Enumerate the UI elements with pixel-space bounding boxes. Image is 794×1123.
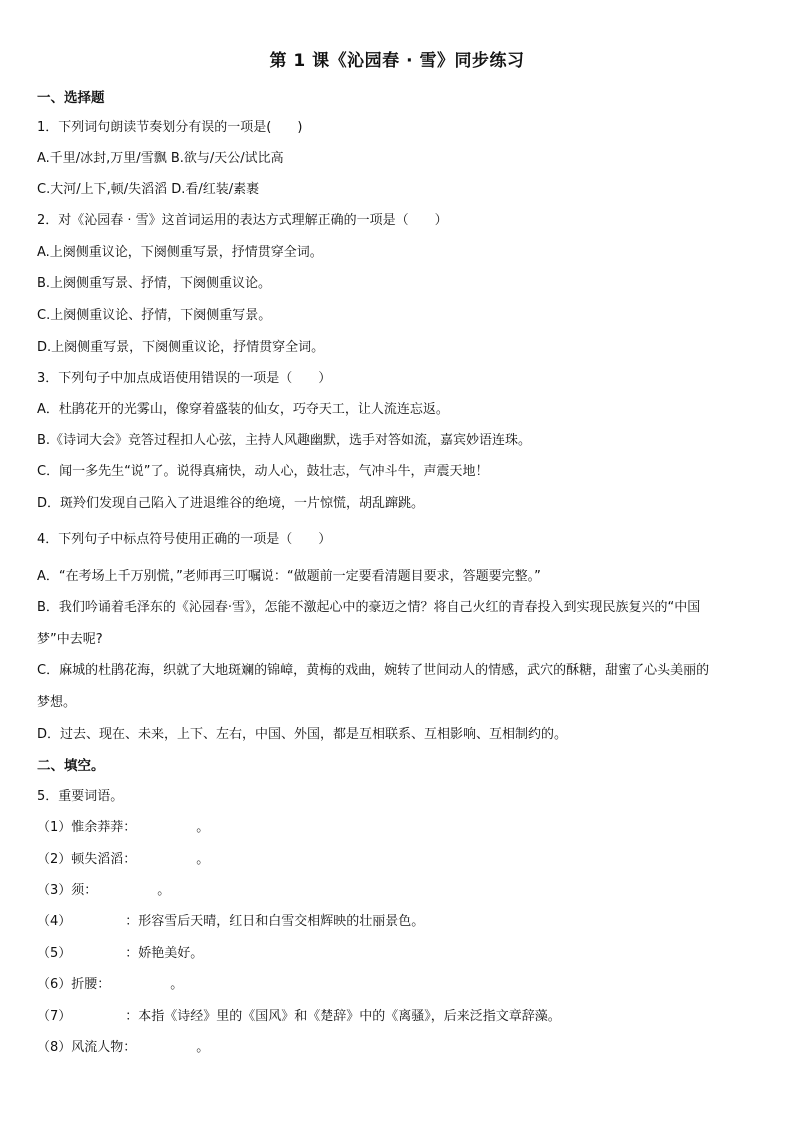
item-tail: 。 [170,977,184,992]
q4-option-d: D．过去、现在、未来，上下、左右，中国、外国，都是互相联系、互相影响、互相制约的。 [37,727,568,742]
q5-stem: 5．重要词语。 [37,789,124,804]
q5-item-4 [37,912,759,932]
q3-option-d: D．斑羚们发现自己陷入了进退维谷的绝境，一片惊慌，胡乱蹿跳。 [37,496,425,511]
q3-option-c: C．闻一多先生“说”了。说得真痛快，动人心，鼓壮志，气冲斗牛，声震天地！ [37,464,489,479]
q4-option-c-line2: 梦想。 [37,695,77,710]
q5-item-2 [37,850,759,870]
item-label: 风流人物： [71,1040,137,1055]
q1-options-cd: C.大河/上下,顿/失滔滔 D.看/红装/素裹 [37,182,260,197]
item-label: 折腰： [71,977,111,992]
q2-option-c: C.上阕侧重议论、抒情，下阕侧重写景。 [37,308,272,323]
q5-item-5 [37,944,759,964]
q4-option-b-line2: 梦”中去呢? [37,632,103,647]
q5-item-8 [37,1038,759,1058]
q2-stem: 2．对《沁园春 · 雪》这首词运用的表达方式理解正确的一项是（ ） [37,213,448,228]
q3-option-a: A．杜鹃花开的光雾山，像穿着盛装的仙女，巧夺天工，让人流连忘返。 [37,402,449,417]
item-number: （5） [37,946,72,961]
item-number: （3） [37,883,72,898]
q1-stem: 1．下列词句朗读节奏划分有误的一项是( ) [37,120,303,135]
item-tail: 。 [157,883,171,898]
q2-option-b: B.上阕侧重写景、抒情，下阕侧重议论。 [37,276,272,291]
q5-item-3 [37,881,759,901]
item-number: （1） [37,820,72,835]
item-number: （8） [37,1040,72,1055]
item-number: （2） [37,852,72,867]
item-tail: ：本指《诗经》里的《国风》和《楚辞》中的《离骚》，后来泛指文章辞藻。 [125,1009,561,1024]
q5-item-1 [37,818,759,838]
q4-option-a: A．“在考场上千万别慌，”老师再三叮嘱说：“做题前一定要看清题目要求，答题要完整。” [37,569,541,584]
section-heading-choice: 一、选择题 [37,90,105,106]
item-tail: ：娇艳美好。 [125,946,204,961]
item-tail: 。 [196,852,210,867]
q1-options-ab: A.千里/冰封,万里/雪飘 B.欲与/天公/试比高 [37,151,284,166]
q2-option-a: A.上阕侧重议论，下阕侧重写景，抒情贯穿全词。 [37,245,323,260]
q5-item-7 [37,1007,759,1027]
q4-option-b-line1: B．我们吟诵着毛泽东的《沁园春·雪》，怎能不激起心中的豪迈之情？将自己火红的青春投入到实现民族复兴的“中国 [37,600,701,615]
item-label: 须： [71,883,98,898]
q2-option-d: D.上阕侧重写景，下阕侧重议论，抒情贯穿全词。 [37,340,325,355]
section-heading-fill: 二、填空。 [37,758,105,774]
q5-item-6 [37,975,759,995]
q4-option-c-line1: C．麻城的杜鹃花海，织就了大地斑斓的锦嶂，黄梅的戏曲，婉转了世间动人的情感，武穴的酥糖，甜蜜了心头美丽的 [37,663,710,678]
item-number: （6） [37,977,72,992]
q3-stem: 3．下列句子中加点成语使用错误的一项是（ ） [37,371,332,386]
item-tail: 。 [196,1040,210,1055]
item-number: （4） [37,914,72,929]
item-tail: ：形容雪后天晴，红日和白雪交相辉映的壮丽景色。 [125,914,425,929]
q4-stem: 4．下列句子中标点符号使用正确的一项是（ ） [37,532,332,547]
item-tail: 。 [196,820,210,835]
page-title: 第 1 课《沁园春 · 雪》同步练习 [269,51,525,71]
q3-option-b: B.《诗词大会》竞答过程扣人心弦，主持人风趣幽默，选手对答如流，嘉宾妙语连珠。 [37,433,532,448]
item-label: 顿失滔滔： [71,852,137,867]
item-label: 惟余莽莽： [71,820,137,835]
item-number: （7） [37,1009,72,1024]
